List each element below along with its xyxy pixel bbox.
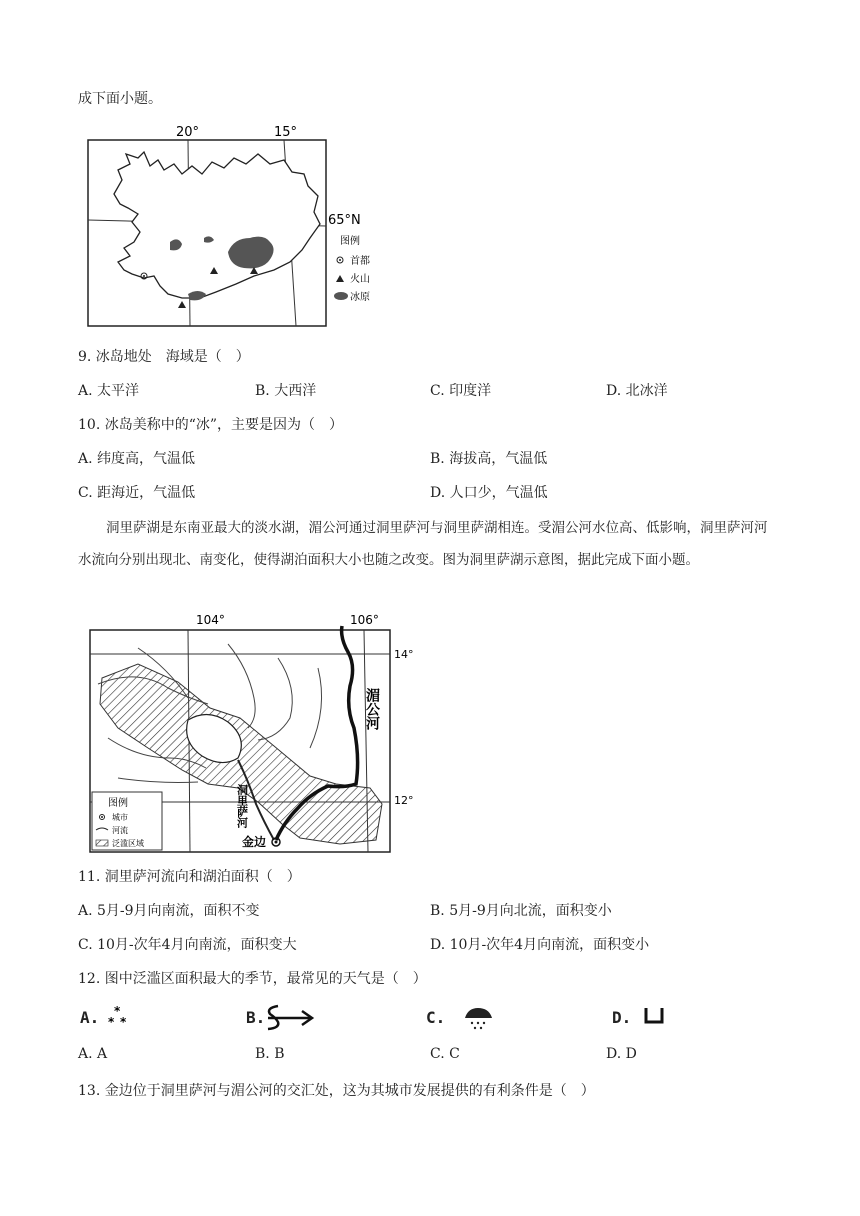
- legend-flood-area: 泛滥区域: [112, 839, 144, 848]
- q13-stem: 13. 金边位于洞里萨河与湄公河的交汇处，这为其城市发展提供的有利条件是（ ）: [78, 1083, 595, 1099]
- q9-option-d[interactable]: D. 北冰洋: [606, 383, 668, 399]
- q10-option-b[interactable]: B. 海拔高，气温低: [430, 451, 548, 467]
- svg-text:*: *: [108, 1015, 115, 1029]
- lat-14-label: 14°: [394, 648, 414, 661]
- q9-option-b[interactable]: B. 大西洋: [255, 383, 317, 399]
- legend-river: 河流: [112, 826, 128, 835]
- map2-legend-title: 图例: [108, 798, 128, 809]
- mekong-river-label: 湄公河: [364, 688, 380, 730]
- legend-volcano: 火山: [350, 274, 370, 285]
- q12-option-b[interactable]: B. B: [255, 1046, 285, 1062]
- symbol-b-letter: B.: [246, 1008, 266, 1027]
- lon-104-label: 104°: [196, 613, 225, 627]
- legend-title: 图例: [340, 236, 360, 247]
- q12-option-d[interactable]: D. D: [606, 1046, 637, 1062]
- svg-text:*: *: [114, 1004, 121, 1018]
- phnom-penh-label: 金边: [242, 835, 267, 849]
- q11-option-c[interactable]: C. 10月-次年4月向南流，面积变大: [78, 937, 297, 953]
- q9-option-c[interactable]: C. 印度洋: [430, 383, 492, 399]
- q11-option-d[interactable]: D. 10月-次年4月向南流，面积变小: [430, 937, 650, 953]
- legend-icefield: 冰原: [350, 292, 370, 303]
- q12-option-c[interactable]: C. C: [430, 1046, 460, 1062]
- fog-icon: [642, 1006, 666, 1026]
- snow-icon: [106, 1004, 136, 1030]
- lat-12-label: 12°: [394, 794, 414, 807]
- rain-icon: [462, 1004, 496, 1030]
- lon-20-label: 20°: [176, 125, 200, 140]
- q11-stem: 11. 洞里萨河流向和湖泊面积（ ）: [78, 869, 301, 885]
- lon-15-label: 15°: [274, 125, 298, 140]
- sandstorm-icon: [262, 1002, 318, 1032]
- lat-65-label: 65°N: [328, 213, 361, 228]
- iceland-map: [78, 124, 368, 336]
- q10-option-a[interactable]: A. 纬度高，气温低: [78, 451, 196, 467]
- q12-stem: 12. 图中泛滥区面积最大的季节，最常见的天气是（ ）: [78, 971, 427, 987]
- q11-option-a[interactable]: A. 5月-9月向南流，面积不变: [78, 903, 260, 919]
- intro-text: 成下面小题。: [78, 91, 162, 107]
- tonle-sap-river-label: 洞里萨河: [235, 784, 249, 828]
- q11-option-b[interactable]: B. 5月-9月向北流，面积变小: [430, 903, 612, 919]
- q10-option-d[interactable]: D. 人口少，气温低: [430, 485, 548, 501]
- lon-106-label: 106°: [350, 613, 379, 627]
- passage-text: 洞里萨湖是东南亚最大的淡水湖，湄公河通过洞里萨河与洞里萨湖相连。受湄公河水位高、低影响，洞里萨河河水流向分别出现北、南变化，使得湖泊面积大小也随之改变。图为洞里萨湖示意图，据此完成下面小题。: [78, 520, 768, 568]
- symbol-d-letter: D.: [612, 1008, 632, 1027]
- q9-option-a[interactable]: A. 太平洋: [78, 383, 140, 399]
- symbol-c-letter: C.: [426, 1008, 446, 1027]
- q10-stem: 10. 冰岛美称中的“冰”，主要是因为（ ）: [78, 417, 344, 433]
- q10-option-c[interactable]: C. 距海近，气温低: [78, 485, 196, 501]
- q12-option-a[interactable]: A. A: [78, 1046, 108, 1062]
- q9-stem: 9. 冰岛地处 海域是（ ）: [78, 349, 250, 365]
- symbol-a-letter: A.: [80, 1008, 100, 1027]
- legend-city: 城市: [112, 813, 128, 822]
- tonle-sap-map: [78, 608, 414, 858]
- legend-capital: 首都: [350, 256, 370, 267]
- svg-text:*: *: [120, 1015, 127, 1029]
